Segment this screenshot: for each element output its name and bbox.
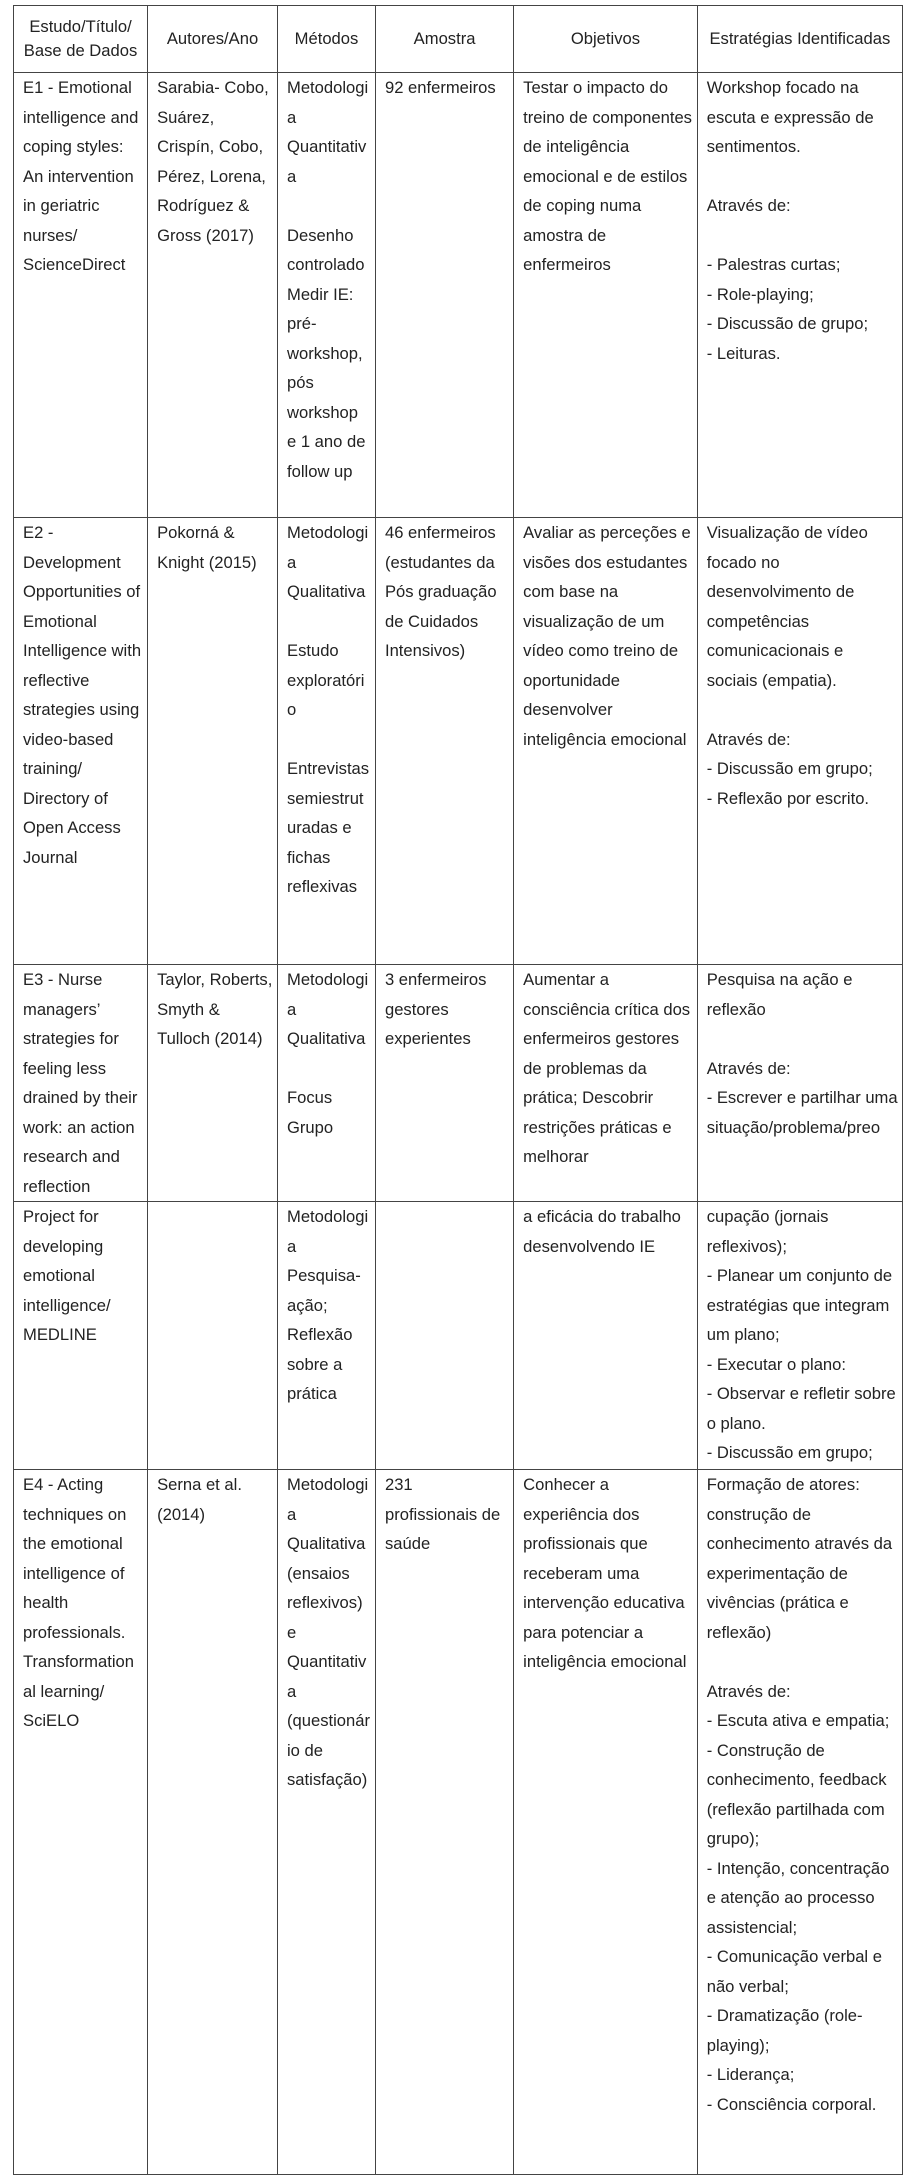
estrategias-line: cupação (jornais reflexivos); bbox=[706, 1207, 829, 1256]
cell-metodos: Metodologia Pesquisa-ação; Reflexão sobre a prática bbox=[278, 1202, 376, 1470]
cell-objetivos: Conhecer a experiência dos profissionais que receberam uma intervenção educativa para potenciar a inteligência emocional bbox=[514, 1470, 698, 2175]
cell-estudo: E1 - Emotional intelligence and coping styles: An intervention in geriatric nurses/ ScienceDirect bbox=[14, 73, 148, 518]
estrategias-blank bbox=[707, 162, 898, 192]
cell-amostra: 231 profissionais de saúde bbox=[375, 1470, 513, 2175]
metodos-line: Estudo exploratório bbox=[287, 641, 365, 719]
estrategias-line: - Escrever e partilhar uma situação/problema/preo bbox=[706, 1088, 898, 1137]
cell-objetivos: a eficácia do trabalho desenvolvendo IE bbox=[514, 1202, 698, 1470]
cell-estrategias bbox=[697, 518, 902, 965]
estrategias-line: - Dramatização (role-playing); bbox=[706, 2006, 863, 2055]
cell-autores bbox=[148, 1202, 278, 1470]
cell-estudo: E3 - Nurse managers’ strategies for feeling less drained by their work: an action research and reflection bbox=[14, 965, 148, 1202]
estrategias-line: - Reflexão por escrito. bbox=[706, 788, 870, 808]
cell-estrategias bbox=[697, 1470, 902, 2175]
metodos-blank bbox=[287, 1054, 371, 1084]
estrategias-line: - Role-playing; bbox=[706, 284, 814, 304]
estrategias-line: - Observar e refletir sobre o plano. bbox=[706, 1384, 896, 1433]
estrategias-blank bbox=[707, 221, 898, 251]
cell-metodos bbox=[278, 518, 376, 965]
estrategias-line: - Intenção, concentração e atenção ao processo assistencial; bbox=[706, 1858, 890, 1937]
header-autores: Autores/Ano bbox=[148, 6, 278, 73]
cell-objetivos: Aumentar a consciência crítica dos enfermeiros gestores de problemas da prática; Descobrir restrições práticas e melhorar bbox=[514, 965, 698, 1202]
estrategias-blank bbox=[707, 695, 898, 725]
cell-metodos: Metodologia Qualitativa (ensaios reflexivos) e Quantitativa (questionário de satisfação) bbox=[278, 1470, 376, 2175]
cell-estudo: E4 - Acting techniques on the emotional intelligence of health professionals. Transformational learning/ SciELO bbox=[14, 1470, 148, 2175]
table-row bbox=[14, 1202, 903, 1470]
metodos-blank bbox=[287, 191, 371, 221]
cell-estrategias bbox=[697, 965, 902, 1202]
cell-estudo: E2 - Development Opportunities of Emotional Intelligence with reflective strategies using video-based training/ Directory of Open Access Journal bbox=[14, 518, 148, 965]
cell-autores: Pokorná & Knight (2015) bbox=[148, 518, 278, 965]
cell-metodos bbox=[278, 73, 376, 518]
header-row bbox=[14, 6, 903, 73]
metodos-line: Desenho controlado Medir IE: pré-workshop, pós workshop e 1 ano de follow up bbox=[287, 225, 366, 481]
estrategias-line: - Discussão de grupo; bbox=[706, 314, 869, 333]
cell-autores: Serna et al. (2014) bbox=[148, 1470, 278, 2175]
table-row bbox=[14, 1470, 903, 2175]
header-metodos: Métodos bbox=[278, 6, 376, 73]
table-row bbox=[14, 73, 903, 518]
metodos-blank bbox=[287, 607, 371, 637]
cell-amostra: 3 enfermeiros gestores experientes bbox=[375, 965, 513, 1202]
header-amostra: Amostra bbox=[375, 6, 513, 73]
estrategias-line: Visualização de vídeo focado no desenvolvimento de competências comunicacionais e sociais (empatia). bbox=[706, 523, 868, 690]
metodos-line: Metodologia Qualitativa bbox=[287, 970, 369, 1048]
estrategias-line: Através de: bbox=[706, 1058, 791, 1078]
cell-objetivos: Testar o impacto do treino de componentes de inteligência emocional e de estilos de coping numa amostra de enfermeiros bbox=[514, 73, 698, 518]
estrategias-line: - Discussão em grupo; bbox=[706, 759, 873, 778]
cell-objetivos: Avaliar as perceções e visões dos estudantes com base na visualização de um vídeo como treino de oportunidade desenvolver inteligência emocional bbox=[514, 518, 698, 965]
estrategias-blank bbox=[707, 1024, 898, 1054]
cell-amostra bbox=[375, 1202, 513, 1470]
estrategias-line: - Liderança; bbox=[706, 2065, 795, 2084]
cell-amostra: 46 enfermeiros (estudantes da Pós graduação de Cuidados Intensivos) bbox=[375, 518, 513, 965]
cell-metodos bbox=[278, 965, 376, 1202]
table-row bbox=[14, 518, 903, 965]
cell-estudo: Project for developing emotional intelligence/ MEDLINE bbox=[14, 1202, 148, 1470]
estrategias-line: - Escuta ativa e empatia; bbox=[706, 1711, 890, 1730]
cell-estrategias bbox=[697, 73, 902, 518]
estrategias-line: - Discussão em grupo; bbox=[706, 1443, 873, 1462]
estrategias-line: - Comunicação verbal e não verbal; bbox=[706, 1947, 882, 1996]
metodos-blank bbox=[287, 725, 371, 755]
estrategias-line: - Construção de conhecimento, feedback (reflexão partilhada com grupo); bbox=[706, 1740, 887, 1848]
table-row bbox=[14, 965, 903, 1202]
estrategias-line: - Consciência corporal. bbox=[706, 2094, 877, 2114]
metodos-line: Metodologia Quantitativa bbox=[287, 78, 369, 186]
metodos-line: Focus Grupo bbox=[287, 1088, 334, 1137]
header-estrategias: Estratégias Identificadas bbox=[697, 6, 902, 73]
cell-estrategias bbox=[697, 1202, 902, 1470]
estrategias-line: - Planear um conjunto de estratégias que integram um plano; bbox=[706, 1266, 893, 1344]
estrategias-blank bbox=[707, 1647, 898, 1677]
metodos-line: Entrevistas semiestruturadas e fichas reflexivas bbox=[287, 759, 370, 896]
metodos-line: Metodologia Qualitativa bbox=[287, 523, 369, 601]
header-objetivos: Objetivos bbox=[514, 6, 698, 73]
cell-amostra: 92 enfermeiros bbox=[375, 73, 513, 518]
cell-autores: Taylor, Roberts, Smyth & Tulloch (2014) bbox=[148, 965, 278, 1202]
studies-table bbox=[13, 5, 903, 2175]
header-estudo: Estudo/Título/ Base de Dados bbox=[14, 6, 148, 73]
estrategias-line: - Palestras curtas; bbox=[706, 255, 841, 274]
estrategias-line: Pesquisa na ação e reflexão bbox=[706, 970, 853, 1019]
estrategias-line: Através de: bbox=[706, 729, 791, 749]
estrategias-line: Formação de atores: construção de conhecimento através da experimentação de vivências (prática e reflexão) bbox=[706, 1475, 893, 1642]
estrategias-line: - Leituras. bbox=[706, 343, 781, 363]
cell-autores: Sarabia- Cobo, Suárez, Crispín, Cobo, Pérez, Lorena, Rodríguez & Gross (2017) bbox=[148, 73, 278, 518]
estrategias-line: Através de: bbox=[706, 196, 791, 215]
estrategias-line: Através de: bbox=[706, 1681, 791, 1701]
estrategias-line: Workshop focado na escuta e expressão de sentimentos. bbox=[706, 78, 874, 156]
estrategias-line: - Executar o plano: bbox=[706, 1354, 846, 1374]
